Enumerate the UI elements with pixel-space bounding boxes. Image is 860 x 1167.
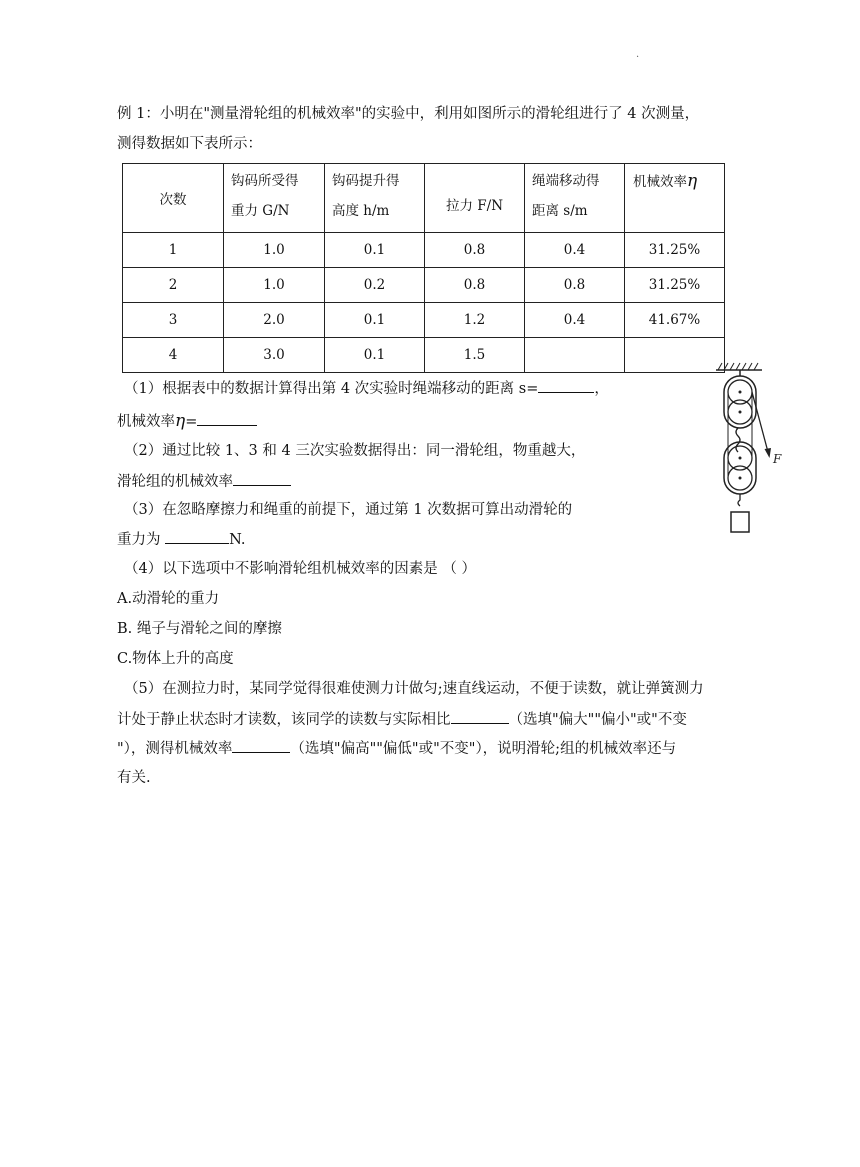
hook-icon [736, 428, 740, 452]
pulley-system-diagram [712, 362, 792, 538]
table-row [123, 338, 725, 373]
table-cell: 41.67% [625, 303, 725, 338]
header-pull-force: 拉力 F/N [425, 164, 525, 233]
table-header-row [123, 164, 725, 233]
question-5-line-2: 计处于静止状态时才读数，该同学的读数与实际相比 （选填"偏大""偏小"或"不变 [117, 709, 687, 730]
question-3-line-2: 重力为 N. [117, 529, 245, 550]
question-2-line-1: （2）通过比较 1、3 和 4 三次实验数据得出：同一滑轮组，物重越大， [124, 443, 586, 459]
table-cell: 0.4 [525, 233, 625, 268]
table-cell: 0.8 [525, 268, 625, 303]
pull-force-arrow-icon [752, 392, 771, 458]
intro-line-1: 例 1：小明在"测量滑轮组的机械效率"的实验中，利用如图所示的滑轮组进行了 4 次测量， [117, 106, 700, 122]
table-cell: 1.2 [425, 303, 525, 338]
eta-symbol: η [687, 171, 698, 191]
table-cell: 0.1 [325, 233, 425, 268]
table-cell: 3.0 [224, 338, 325, 373]
movable-pulley-icon [724, 442, 756, 494]
table-row [123, 303, 725, 338]
table-cell: 31.25% [625, 268, 725, 303]
intro-line-2: 测得数据如下表所示： [117, 136, 262, 152]
header-weight: 钩码所受得 重力 G/N [224, 164, 325, 233]
answer-blank-efficiency-change[interactable] [232, 738, 290, 753]
data-table [122, 163, 725, 373]
answer-blank-reading[interactable] [451, 709, 509, 724]
question-5-line-1: （5）在测拉力时，某同学觉得很难使测力计做匀;速直线运动，不便于读数，就让弹簧测力 [124, 681, 704, 697]
answer-blank-efficiency[interactable] [197, 411, 257, 426]
table-cell: 1.0 [224, 233, 325, 268]
table-cell: 0.2 [325, 268, 425, 303]
fixed-pulley-icon [724, 376, 756, 428]
table-cell [525, 338, 625, 373]
answer-blank-trend[interactable] [233, 471, 291, 486]
page-mark: · [636, 52, 640, 63]
table-cell: 1 [123, 233, 224, 268]
question-1-line-1: （1）根据表中的数据计算得出第 4 次实验时绳端移动的距离 s= ， [124, 378, 609, 399]
answer-blank-s[interactable] [538, 378, 594, 393]
answer-blank-weight[interactable] [165, 529, 229, 544]
option-b: B. 绳子与滑轮之间的摩擦 [117, 621, 282, 637]
question-4: （4）以下选项中不影响滑轮组机械效率的因素是 （ ） [124, 561, 476, 577]
table-row [123, 233, 725, 268]
question-3-line-1: （3）在忽略摩擦力和绳重的前提下，通过第 1 次数据可算出动滑轮的 [124, 502, 573, 518]
header-trial: 次数 [123, 164, 224, 233]
table-cell: 31.25% [625, 233, 725, 268]
weight-block-icon [731, 512, 749, 532]
table-cell: 0.1 [325, 303, 425, 338]
table-cell: 0.1 [325, 338, 425, 373]
table-cell [625, 338, 725, 373]
table-cell: 2.0 [224, 303, 325, 338]
header-distance: 绳端移动得 距离 s/m [525, 164, 625, 233]
question-5-line-4: 有关. [117, 770, 151, 786]
table-row [123, 268, 725, 303]
table-cell: 0.8 [425, 233, 525, 268]
table-cell: 1.5 [425, 338, 525, 373]
header-efficiency: 机械效率η [625, 164, 725, 233]
force-label: F [773, 452, 782, 466]
table-cell: 0.8 [425, 268, 525, 303]
table-cell: 4 [123, 338, 224, 373]
question-2-line-2: 滑轮组的机械效率 [117, 471, 291, 492]
table-cell: 3 [123, 303, 224, 338]
option-a: A.动滑轮的重力 [117, 591, 220, 607]
header-height: 钩码提升得 高度 h/m [325, 164, 425, 233]
table-cell: 1.0 [224, 268, 325, 303]
ceiling-icon [716, 363, 762, 370]
table-cell: 2 [123, 268, 224, 303]
table-cell: 0.4 [525, 303, 625, 338]
eta-symbol: η [175, 411, 186, 431]
question-5-line-3: "），测得机械效率 （选填"偏高""偏低"或"不变"），说明滑轮;组的机械效率还与 [117, 738, 676, 759]
question-1-line-2: 机械效率η= [117, 411, 257, 432]
option-c: C.物体上升的高度 [117, 651, 234, 667]
